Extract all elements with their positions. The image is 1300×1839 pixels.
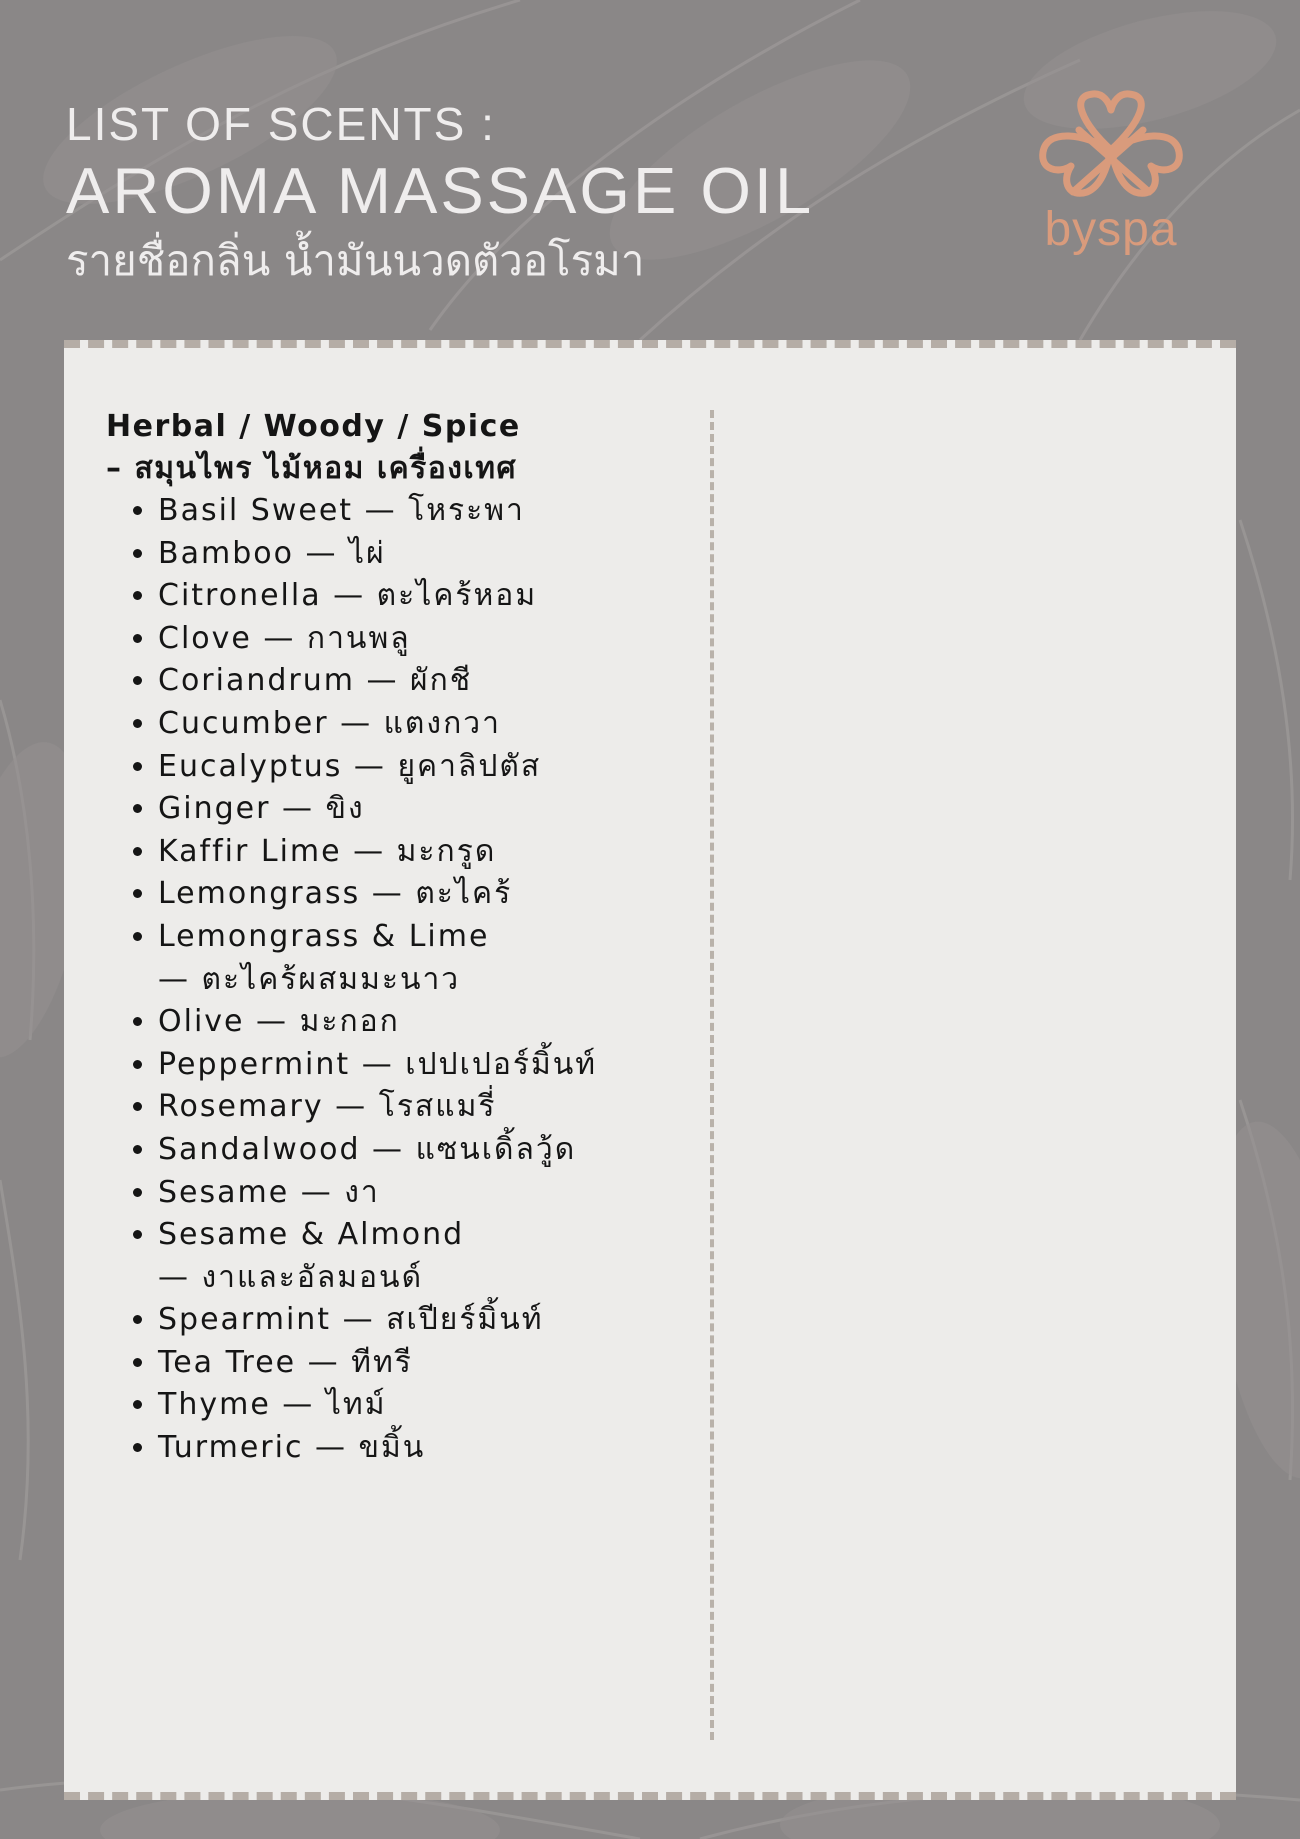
scent-name-th: — งาและอัลมอนด์ — [158, 1259, 424, 1295]
scent-item — [158, 873, 686, 916]
scent-name: Spearmint — สเปียร์มิ้นท์ — [158, 1302, 544, 1338]
category-heading-th: – สมุนไพร ไม้หอม เครื่องเทศ — [106, 451, 518, 486]
scent-name: Sandalwood — แซนเดิ้ลวู้ด — [158, 1131, 577, 1167]
heart-clover-icon — [1031, 88, 1191, 218]
scent-name: Sesame — งา — [158, 1174, 380, 1210]
scent-item — [158, 1044, 686, 1087]
scent-item — [158, 1427, 686, 1470]
scent-name: Sesame & Almond — [158, 1217, 465, 1253]
scent-name: Lemongrass & Lime — [158, 918, 490, 954]
scent-item — [158, 1214, 686, 1299]
scent-item — [158, 703, 686, 746]
scent-item — [158, 575, 686, 618]
scent-name: Citronella — ตะไคร้หอม — [158, 578, 538, 614]
scent-name: Olive — มะกอก — [158, 1004, 400, 1040]
scent-name: Peppermint — เปปเปอร์มิ้นท์ — [158, 1046, 598, 1082]
scent-name: Ginger — ขิง — [158, 791, 365, 827]
scent-name: Tea Tree — ทีทรี — [158, 1344, 413, 1380]
scent-item — [158, 1129, 686, 1172]
byspa-logo — [1030, 88, 1192, 257]
scent-name: Bamboo — ไผ่ — [158, 535, 386, 571]
scent-item — [158, 746, 686, 789]
scent-item — [158, 1001, 686, 1044]
scent-name: Coriandrum — ผักชี — [158, 663, 473, 699]
page-title: AROMA MASSAGE OIL — [66, 154, 815, 227]
category-heading-en: Herbal / Woody / Spice — [106, 409, 521, 444]
scent-list — [106, 490, 686, 1470]
scent-item — [158, 788, 686, 831]
scent-name: Basil Sweet — โหระพา — [158, 493, 525, 528]
scent-item — [158, 533, 686, 576]
scent-item — [158, 1342, 686, 1385]
scent-item — [158, 1172, 686, 1215]
scent-name: Kaffir Lime — มะกรูด — [158, 833, 497, 869]
thai-title: รายชื่อกลิ่น น้ำมันนวดตัวอโรมา — [66, 236, 645, 285]
scent-name-th: — ตะไคร้ผสมมะนาว — [158, 961, 461, 997]
scent-name: Rosemary — โรสแมรี่ — [158, 1089, 497, 1125]
left-column — [106, 406, 686, 1470]
scent-name: Eucalyptus — ยูคาลิปตัส — [158, 748, 542, 784]
column-divider — [710, 410, 714, 1740]
subtitle: LIST OF SCENTS : — [66, 98, 496, 150]
scent-name: Thyme — ไทม์ — [158, 1387, 387, 1423]
header — [66, 96, 814, 290]
scent-item — [158, 916, 686, 1001]
scent-item — [158, 1384, 686, 1427]
scent-item — [158, 660, 686, 703]
scent-item — [158, 1299, 686, 1342]
scent-name: Lemongrass — ตะไคร้ — [158, 876, 513, 912]
scent-item — [158, 1086, 686, 1129]
logo-text: byspa — [1044, 203, 1178, 256]
scent-name: Clove — กานพลู — [158, 620, 411, 656]
scent-name: Cucumber — แตงกวา — [158, 705, 501, 741]
scent-name: Turmeric — ขมิ้น — [158, 1430, 426, 1466]
scent-list-panel — [64, 340, 1236, 1800]
scent-item — [158, 490, 686, 533]
scent-item — [158, 831, 686, 874]
scent-item — [158, 618, 686, 661]
